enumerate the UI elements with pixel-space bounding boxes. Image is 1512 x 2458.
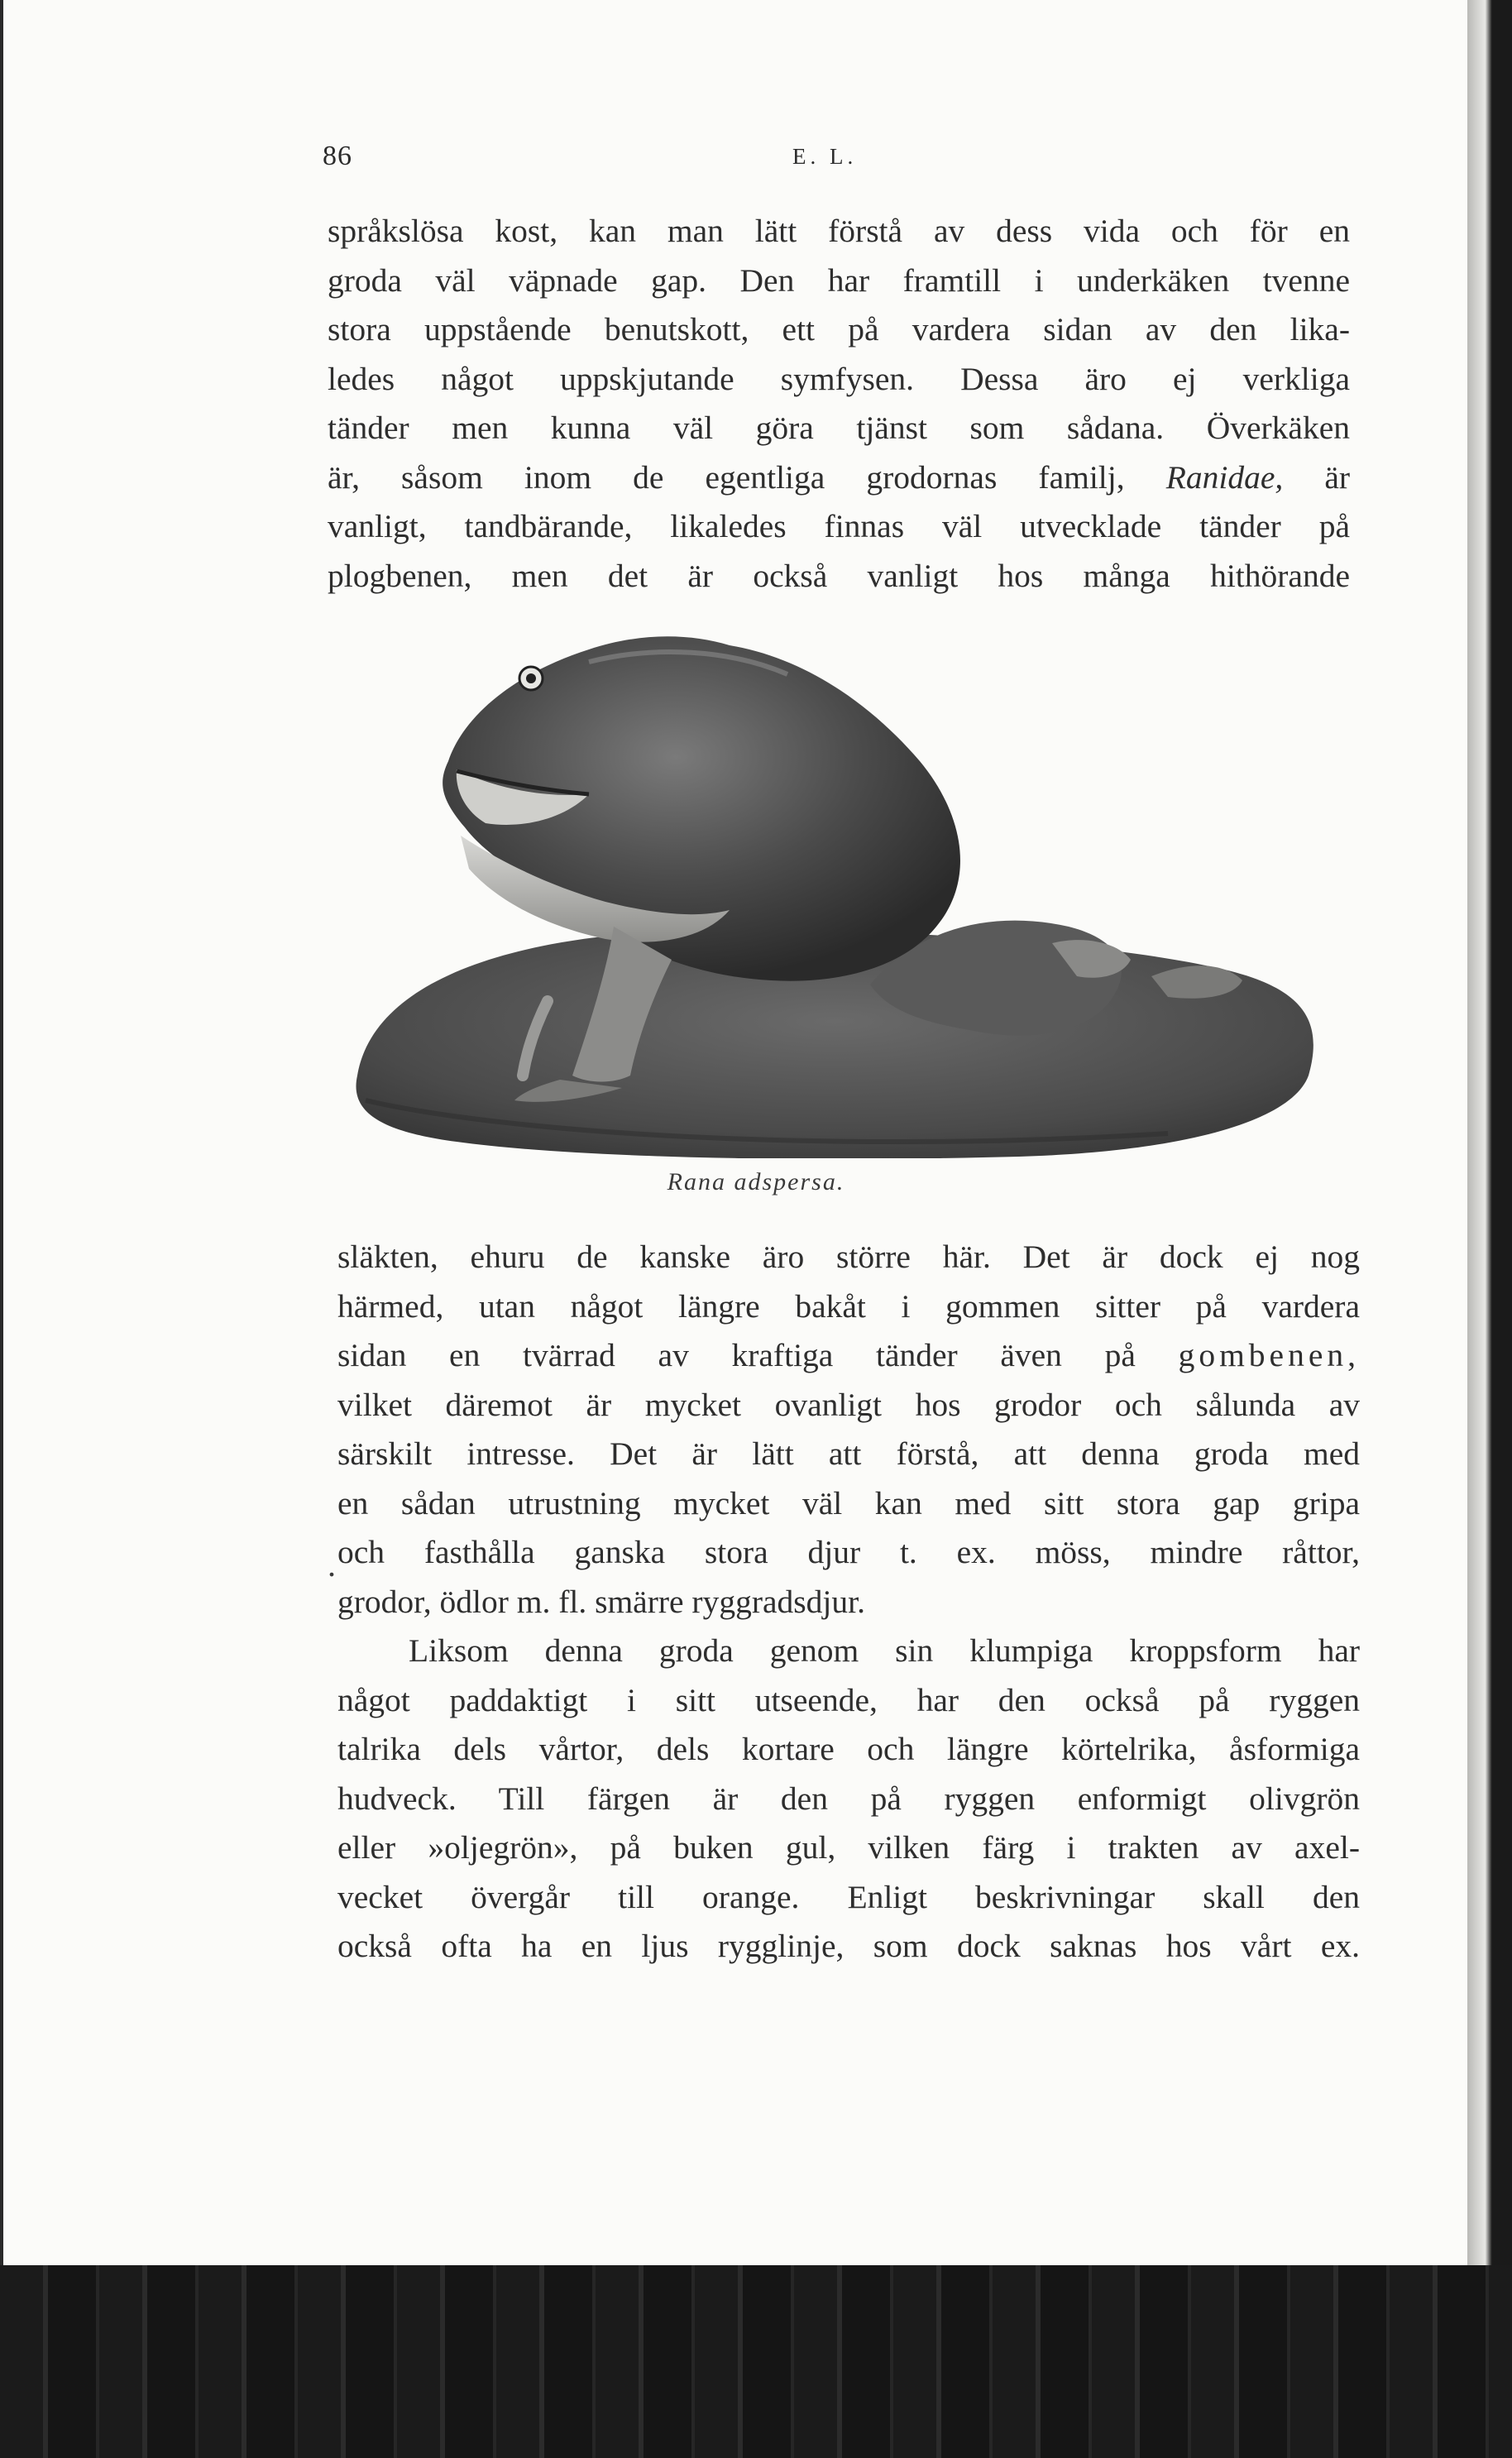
frog-illustration [341, 612, 1333, 1158]
text-line [328, 453, 1350, 503]
text-line: släkten, ehuru de kanske äro större här. Det är dock ej nog [337, 1239, 1360, 1275]
frog-photograph [341, 612, 1333, 1158]
text-segment: är, såsom inom de egentliga grodornas familj, [328, 458, 1125, 496]
text-segment: är [1324, 458, 1351, 496]
text-line: grodor, ödlor m. fl. smärre ryggradsdjur. [337, 1583, 865, 1620]
figure-caption: Rana adspersa. [667, 1168, 845, 1195]
text-line: stora uppstående benutskott, ett på vardera sidan av den lika- [328, 311, 1350, 347]
text-line: något paddaktigt i sitt utseende, har den också på ryggen [337, 1681, 1360, 1718]
spaced-term: gombenen, [1178, 1337, 1360, 1373]
text-line: också ofta ha en ljus rygglinje, som dock saknas hos vårt ex. [337, 1928, 1360, 1964]
text-line: Liksom denna groda genom sin klumpiga kroppsform har [409, 1632, 1360, 1669]
scan-bottom-strip [0, 2265, 1512, 2458]
text-line: vilket däremot är mycket ovanligt hos grodor och sålunda av [337, 1386, 1360, 1423]
taxon-name: Ranidae, [1165, 458, 1284, 496]
text-line: plogbenen, men det är också vanligt hos många hithörande [328, 557, 1350, 594]
book-page [3, 0, 1467, 2265]
text-line: och fasthålla ganska stora djur t. ex. möss, mindre råttor, [337, 1534, 1360, 1570]
text-line: vanligt, tandbärande, likaledes finnas väl utvecklade tänder på [328, 508, 1350, 544]
text-segment: sidan en tvärrad av kraftiga tänder även på [337, 1337, 1136, 1373]
text-line [337, 1331, 1360, 1381]
text-line: härmed, utan något längre bakåt i gommen sitter på vardera [337, 1287, 1360, 1325]
paragraph-top [328, 207, 1350, 601]
text-line: ledes något uppskjutande symfysen. Dessa äro ej verkliga [328, 360, 1350, 397]
paragraph-bottom [337, 1233, 1360, 1972]
running-head [323, 141, 1340, 182]
text-line: tänder men kunna väl göra tjänst som sådana. Överkäken [328, 410, 1350, 446]
text-line: en sådan utrustning mycket väl kan med sitt stora gap gripa [337, 1484, 1360, 1521]
text-line: groda väl väpnade gap. Den har framtill i underkäken tvenne [328, 261, 1350, 299]
page-number: 86 [323, 141, 352, 171]
text-line: språkslösa kost, kan man lätt förstå av dess vida och för en [328, 213, 1350, 249]
text-line: vecket övergår till orange. Enligt beskrivningar skall den [337, 1878, 1360, 1915]
scan-edge-right [1467, 0, 1512, 2267]
margin-mark: . [328, 1546, 336, 1584]
text-line: talrika dels vårtor, dels kortare och längre körtelrika, åsformiga [337, 1731, 1360, 1767]
text-line: hudveck. Till färgen är den på ryggen enformigt olivgrön [337, 1780, 1360, 1817]
text-line: särskilt intresse. Det är lätt att förstå, att denna groda med [337, 1435, 1360, 1472]
running-title: E. L. [792, 144, 858, 169]
text-line: eller »oljegrön», på buken gul, vilken färg i trakten av axel- [337, 1829, 1360, 1866]
